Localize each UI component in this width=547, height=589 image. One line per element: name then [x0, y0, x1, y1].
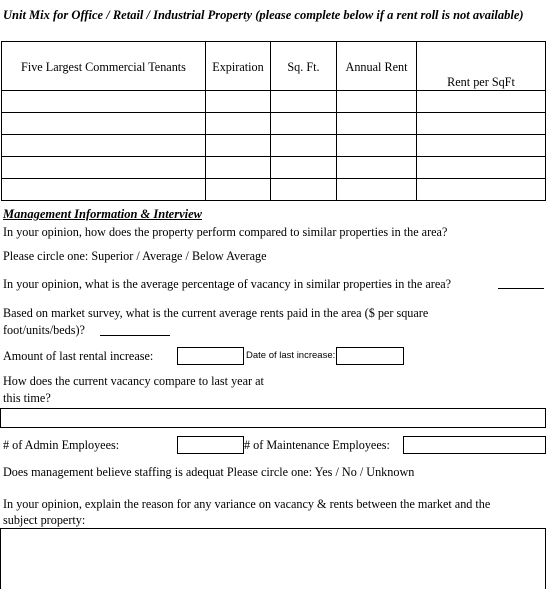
tenant-cell[interactable]	[2, 91, 206, 113]
date-increase-field[interactable]	[336, 347, 404, 365]
table-row	[2, 113, 546, 135]
circle-one-performance: Please circle one: Superior / Average / Below Average	[3, 249, 267, 263]
variance-explanation-field[interactable]	[0, 528, 546, 589]
rent-per-sqft-cell[interactable]	[417, 91, 546, 113]
rent-per-sqft-cell[interactable]	[417, 135, 546, 157]
tenant-cell[interactable]	[2, 157, 206, 179]
admin-employees-label: # of Admin Employees:	[3, 438, 120, 452]
unit-mix-title: Unit Mix for Office / Retail / Industrial Property (please complete below if a rent roll is not available)	[3, 8, 524, 22]
header-tenants: Five Largest Commercial Tenants	[2, 42, 206, 91]
sqft-cell[interactable]	[271, 157, 337, 179]
last-increase-label: Amount of last rental increase:	[3, 349, 154, 363]
table-row	[2, 179, 546, 201]
annual-rent-cell[interactable]	[337, 179, 417, 201]
maintenance-employees-field[interactable]	[403, 436, 546, 454]
question-variance-line1: In your opinion, explain the reason for any variance on vacancy & rents between the market and the	[3, 497, 491, 511]
tenant-cell[interactable]	[2, 135, 206, 157]
annual-rent-cell[interactable]	[337, 135, 417, 157]
table-row	[2, 91, 546, 113]
table-row	[2, 157, 546, 179]
tenant-cell[interactable]	[2, 179, 206, 201]
annual-rent-cell[interactable]	[337, 157, 417, 179]
vacancy-answer-line[interactable]	[498, 288, 544, 289]
question-current-vacancy-line1: How does the current vacancy compare to last year at	[3, 374, 264, 388]
annual-rent-cell[interactable]	[337, 113, 417, 135]
unit-mix-table	[1, 41, 546, 201]
question-current-vacancy-line2: this time?	[3, 391, 51, 405]
question-variance-line2: subject property:	[3, 513, 86, 527]
sqft-cell[interactable]	[271, 135, 337, 157]
expiration-cell[interactable]	[206, 135, 271, 157]
expiration-cell[interactable]	[206, 91, 271, 113]
table-row	[2, 135, 546, 157]
market-rent-answer-line[interactable]	[100, 335, 170, 336]
sqft-cell[interactable]	[271, 113, 337, 135]
rent-per-sqft-cell[interactable]	[417, 113, 546, 135]
expiration-cell[interactable]	[206, 179, 271, 201]
sqft-cell[interactable]	[271, 91, 337, 113]
question-market-rent-line2: foot/units/beds)?	[3, 323, 85, 337]
last-increase-field[interactable]	[177, 347, 244, 365]
rent-per-sqft-cell[interactable]	[417, 179, 546, 201]
rent-per-sqft-cell[interactable]	[417, 157, 546, 179]
header-sqft: Sq. Ft.	[271, 42, 337, 91]
management-section-title: Management Information & Interview	[3, 207, 202, 221]
header-rent-per-sqft: Rent per SqFt	[417, 42, 546, 91]
question-market-rent-line1: Based on market survey, what is the current average rents paid in the area ($ per square	[3, 306, 429, 320]
annual-rent-cell[interactable]	[337, 91, 417, 113]
date-increase-label: Date of last increase:	[246, 350, 336, 361]
staffing-question: Does management believe staffing is adequat Please circle one: Yes / No / Unknown	[3, 465, 415, 479]
header-annual-rent: Annual Rent	[337, 42, 417, 91]
expiration-cell[interactable]	[206, 113, 271, 135]
current-vacancy-field[interactable]	[0, 408, 546, 428]
expiration-cell[interactable]	[206, 157, 271, 179]
admin-employees-field[interactable]	[177, 436, 244, 454]
table-header-row	[2, 42, 546, 91]
header-expiration: Expiration	[206, 42, 271, 91]
sqft-cell[interactable]	[271, 179, 337, 201]
question-perform: In your opinion, how does the property perform compared to similar properties in the area?	[3, 225, 448, 239]
maintenance-employees-label: # of Maintenance Employees:	[244, 438, 390, 452]
tenant-cell[interactable]	[2, 113, 206, 135]
question-vacancy: In your opinion, what is the average percentage of vacancy in similar properties in the area?	[3, 277, 452, 291]
